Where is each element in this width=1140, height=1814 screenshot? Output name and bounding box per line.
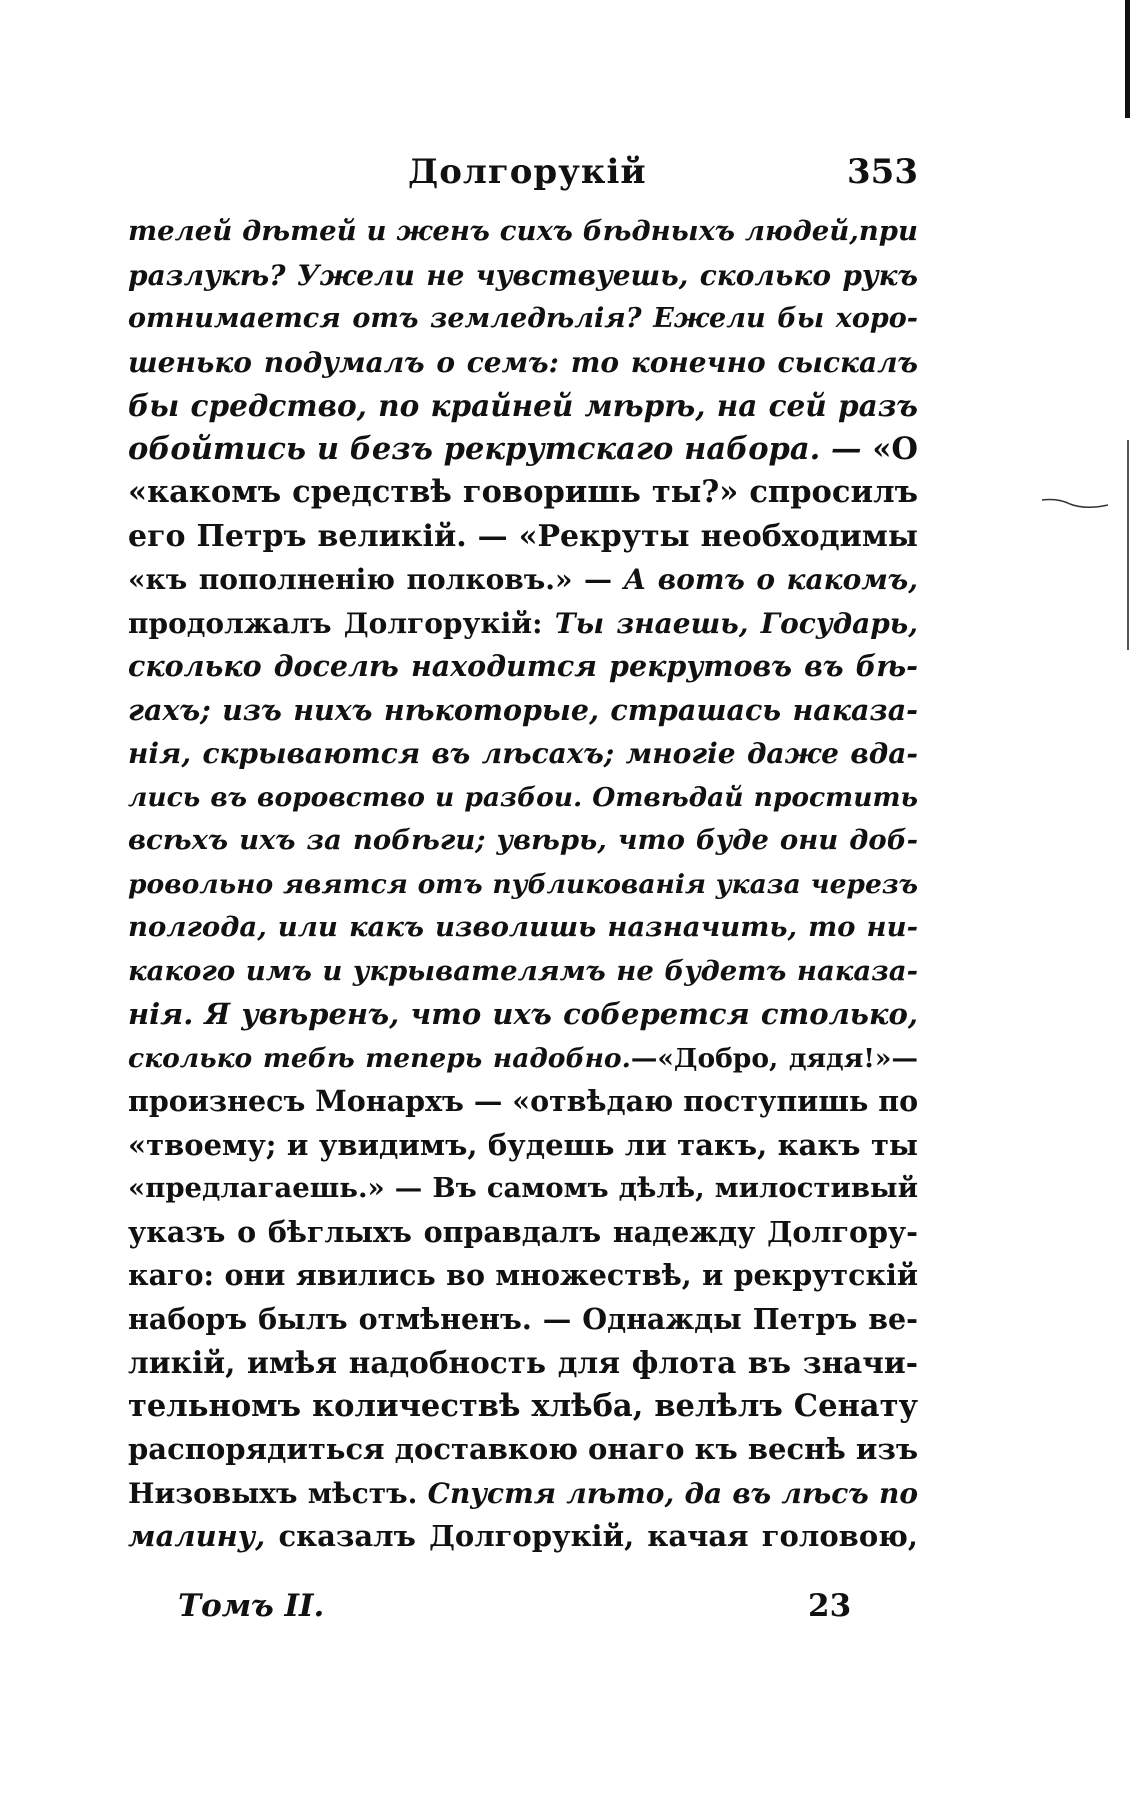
sheet-number: 23 (808, 1588, 852, 1624)
text-line (128, 1037, 918, 1081)
text-line (128, 1515, 918, 1559)
page-edge-line (1125, 0, 1130, 118)
italic-text-segment: А вотъ о какомъ, (623, 563, 918, 596)
text-segment: указъ о бѣглыхъ оправдалъ надежду Долгору- (128, 1214, 918, 1249)
italic-text-segment: телей дѣтей и женъ сихъ бѣдныхъ людей,при (128, 215, 918, 247)
italic-text-segment: малину, (128, 1519, 266, 1553)
text-line (128, 1341, 918, 1385)
text-line (128, 1211, 918, 1255)
text-line (128, 558, 918, 602)
margin-pencil-mark (1040, 496, 1110, 510)
text-line (128, 732, 918, 776)
italic-text-segment: бы средство, по крайней мѣрѣ, на сей разъ (128, 388, 918, 423)
text-line (128, 1080, 918, 1124)
text-line (128, 863, 918, 907)
text-line (128, 254, 918, 298)
italic-text-segment: какого имъ и укрывателямъ не будетъ наказа- (128, 954, 918, 987)
text-line (128, 384, 918, 428)
page-number: 353 (847, 152, 918, 192)
text-segment: произнесъ Монархъ — «отвѣдаю поступишь по (128, 1084, 918, 1118)
text-line (128, 993, 918, 1037)
italic-text-segment: Спустя лѣто, да въ лѣсъ по (427, 1476, 918, 1510)
text-segment: «какомъ средствѣ говоришь ты?» спросилъ (128, 474, 918, 510)
italic-text-segment: Ты знаешь, Государь, (554, 606, 918, 640)
italic-text-segment: полгода, или какъ изволишь назначить, то ни- (128, 911, 918, 943)
text-segment: «твоему; и увидимъ, будешь ли такъ, какъ ты (128, 1127, 918, 1162)
text-line (128, 645, 918, 689)
text-line (128, 1254, 918, 1298)
text-line (128, 950, 918, 994)
text-segment: распорядиться доставкою онаго къ веснѣ изъ (128, 1432, 918, 1466)
text-line (128, 689, 918, 733)
italic-text-segment: шенько подумалъ о семъ: то конечно сыскалъ (128, 345, 918, 379)
text-segment: продолжалъ Долгорукій: (128, 606, 555, 640)
text-line (128, 1124, 918, 1168)
italic-text-segment: обойтись и безъ рекрутскаго набора. — (128, 430, 873, 467)
text-segment: Низовыхъ мѣстъ. (128, 1476, 428, 1510)
text-segment: его Петръ великій. — «Рекруты необходимы (128, 518, 918, 554)
text-segment: «предлагаешь.» — Въ самомъ дѣлѣ, милостивый (128, 1172, 918, 1204)
text-segment: наборъ былъ отмѣненъ. — Однажды Петръ ве- (128, 1301, 918, 1336)
text-line (128, 210, 918, 254)
italic-text-segment: сколько тебѣ теперь надобно. (128, 1042, 631, 1074)
italic-text-segment: всѣхъ ихъ за побѣги; увѣрь, что буде они доб- (128, 824, 918, 856)
page-footer (178, 1588, 858, 1634)
italic-text-segment: разлукѣ? Ужели не чувствуешь, сколько рукъ (128, 258, 918, 292)
text-line (128, 1472, 918, 1516)
text-segment: —«Добро, дядя!»— (630, 1042, 918, 1074)
text-segment: сказалъ Долгорукій, качая головою, (265, 1519, 918, 1553)
text-line (128, 1428, 918, 1472)
italic-text-segment: нія, скрываются въ лѣсахъ; многіе даже вда- (128, 737, 918, 770)
text-line (128, 428, 918, 472)
italic-text-segment: гахъ; изъ нихъ нѣкоторые, страшась наказа- (128, 692, 918, 727)
body-text (128, 210, 918, 1559)
text-segment: тельномъ количествѣ хлѣба, велѣлъ Сенату (128, 1387, 918, 1424)
volume-signature: Томъ II. (178, 1588, 325, 1624)
italic-text-segment: ровольно явятся отъ публикованія указа черезъ (128, 868, 918, 900)
text-segment: ликій, имѣя надобность для флота въ значи- (128, 1345, 918, 1380)
text-segment: «къ пополненію полковъ.» — (128, 563, 624, 596)
text-line (128, 906, 918, 950)
text-line (128, 776, 918, 820)
italic-text-segment: нія. Я увѣренъ, что ихъ соберется столько, (128, 997, 918, 1031)
italic-text-segment: сколько доселѣ находится рекрутовъ въ бѣ- (128, 649, 918, 683)
page-edge-line (1127, 440, 1129, 650)
text-line (128, 819, 918, 863)
text-line (128, 515, 918, 559)
text-line (128, 341, 918, 385)
text-line (128, 297, 918, 341)
text-segment: «О (872, 430, 918, 467)
text-line (128, 1385, 918, 1429)
text-line (128, 471, 918, 515)
italic-text-segment: отнимается отъ земледѣлія? Ежели бы хоро- (128, 303, 918, 334)
text-segment: каго: они явились во множествѣ, и рекрутскій (128, 1258, 918, 1292)
text-line (128, 1298, 918, 1342)
text-line (128, 602, 918, 646)
text-line (128, 1167, 918, 1211)
page-header (128, 152, 918, 198)
italic-text-segment: лись въ воровство и разбои. Отвѣдай простить (128, 781, 918, 813)
running-title: Долгорукій (408, 152, 647, 192)
